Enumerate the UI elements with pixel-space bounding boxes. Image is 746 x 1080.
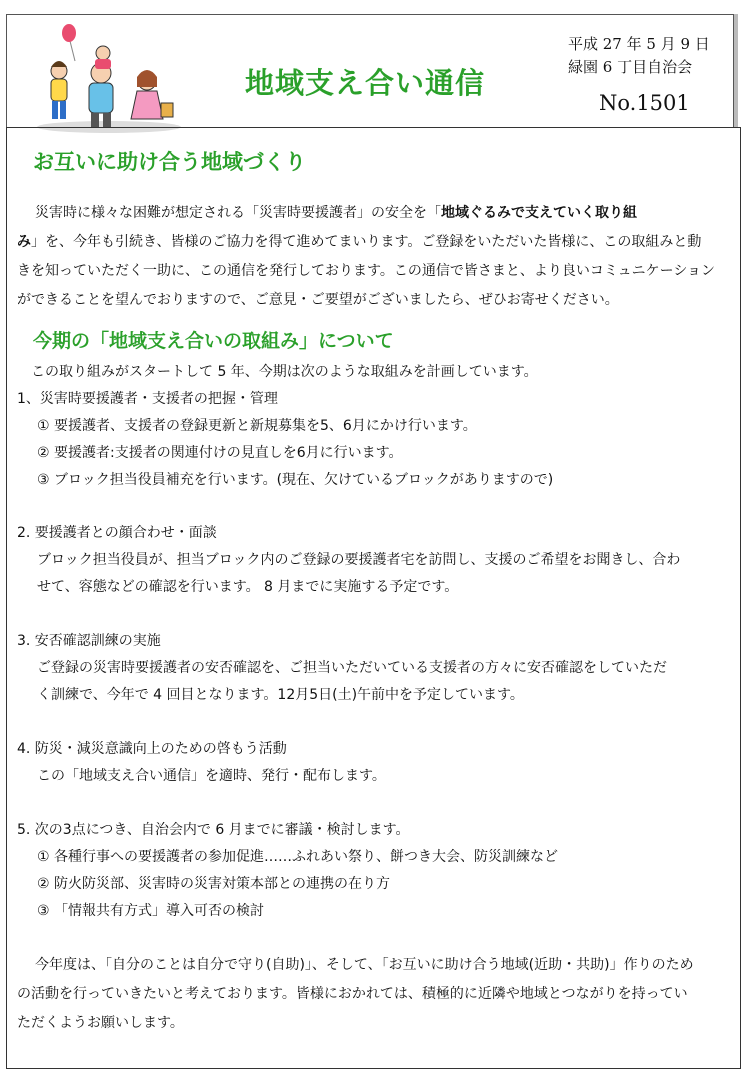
section-4-line-1: この「地域支え合い通信」を適時、発行・配布します。 [37,768,386,784]
newsletter-body [6,127,741,1069]
header-meta [568,33,710,79]
section-5-item-3: ③ 「情報共有方式」導入可否の検討 [37,903,265,919]
section-5-item-2: ② 防火防災部、災害時の災害対策本部との連携の在り方 [37,876,390,892]
newsletter-title: 地域支え合い通信 [245,66,486,100]
plan-heading: 今期の「地域支え合いの取組み」について [33,330,394,352]
section-5-title: 5. 次の3点につき、自治会内で 6 月までに審議・検討します。 [17,822,410,838]
intro-text: 」を、今年も引続き、皆様のご協力を得て進めてまいります。ご登録をいただいた皆様に、この取組みと動 [31,234,702,250]
closing-line-3: ただくようお願いします。 [17,1015,184,1031]
section-1-title: 1、災害時要援護者・支援者の把握・管理 [17,391,278,407]
plan-lead: この取り組みがスタートして 5 年、今期は次のような取組みを計画しています。 [31,364,538,380]
issue-date: 平成 27 年 5 月 9 日 [568,35,710,53]
section-1-item-1: ① 要援護者、支援者の登録更新と新規募集を5、6月にかけ行います。 [37,418,477,434]
intro-text: 災害時に様々な困難が想定される「災害時要援護者」の安全を「 [35,205,441,221]
intro-line-2 [17,231,701,251]
section-5-item-1: ① 各種行事への要援護者の参加促進……ふれあい祭り、餅つき大会、防災訓練など [37,849,558,865]
intro-line-1 [35,202,637,222]
section-2-line-1: ブロック担当役員が、担当ブロック内のご登録の要援護者宅を訪問し、支援のご希望をお聞きし、合わ [37,552,681,568]
section-2-title: 2. 要援護者との顔合わせ・面談 [17,525,217,541]
newsletter-header [6,14,734,128]
section-4-title: 4. 防災・減災意識向上のための啓もう活動 [17,741,287,757]
intro-emphasis-end: み [17,234,31,250]
intro-heading: お互いに助け合う地域づくり [33,150,306,174]
closing-line-2: の活動を行っていきたいと考えております。皆様におかれては、積極的に近隣や地域とつながりを持ってい [17,986,688,1002]
issue-number: No.1501 [599,91,690,115]
intro-line-3: きを知っていただく一助に、この通信を発行しております。この通信で皆さまと、より良いコミュニケーション [17,263,716,279]
organization-name: 緑園 6 丁目自治会 [568,58,693,76]
intro-emphasis: 地域ぐるみで支えていく取り組 [441,205,637,221]
family-illustration-icon [29,23,189,133]
section-1-item-2: ② 要援護者:支援者の関連付けの見直しを6月に行います。 [37,445,403,461]
section-3-line-1: ご登録の災害時要援護者の安否確認を、ご担当いただいている支援者の方々に安否確認をしていただ [37,660,667,676]
section-3-title: 3. 安否確認訓練の実施 [17,633,161,649]
section-3-line-2: く訓練で、今年で 4 回目となります。12月5日(土)午前中を予定しています。 [37,687,524,703]
section-1-item-3: ③ ブロック担当役員補充を行います。(現在、欠けているブロックがありますので) [37,472,554,488]
section-2-line-2: せて、容態などの確認を行います。 8 月までに実施する予定です。 [37,579,459,595]
closing-line-1: 今年度は、「自分のことは自分で守り(自助)」、そして、「お互いに助け合う地域(近助・共助)」作りのため [35,957,694,973]
intro-line-4: ができることを望んでおりますので、ご意見・ご要望がございましたら、ぜひお寄せください。 [17,292,619,308]
